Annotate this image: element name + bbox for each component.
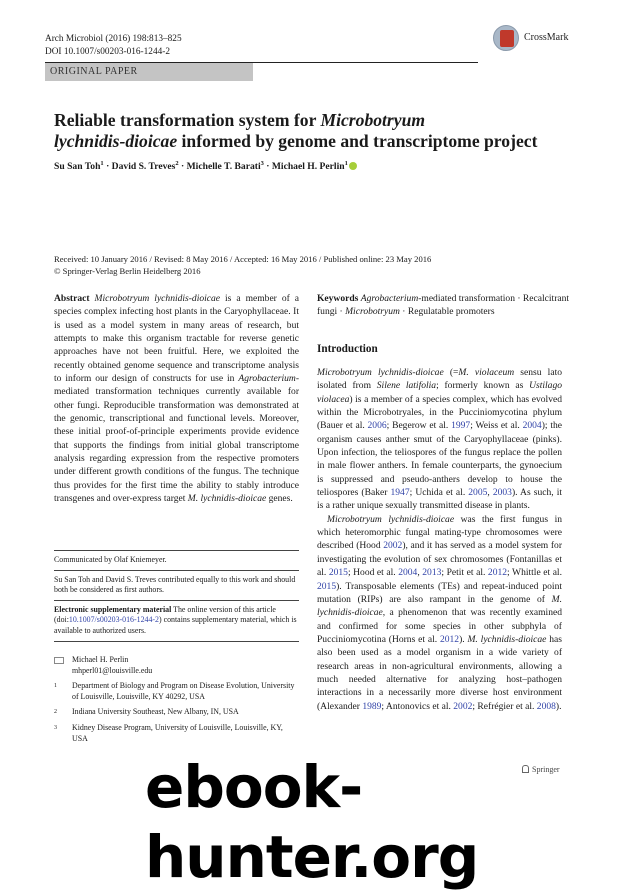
doi-link[interactable]: 10.1007/s00203-016-1244-2 (68, 615, 159, 625)
citation-link[interactable]: 2008 (536, 700, 556, 712)
correspondence (54, 655, 299, 749)
citation-link[interactable]: 1989 (362, 700, 382, 712)
springer-logo: Springer (522, 765, 560, 774)
citation-link[interactable]: 2013 (422, 567, 442, 579)
section-heading: Introduction (317, 343, 378, 355)
article-title (54, 110, 574, 152)
citation-link[interactable]: 2004 (522, 420, 542, 432)
author[interactable]: Michael H. Perlin$^1$ (271, 160, 348, 173)
italic-term: M. lychnidis-dioicae (467, 633, 547, 645)
section-label: ORIGINAL PAPER (45, 63, 253, 81)
watermark: ebook-hunter.org (145, 753, 479, 891)
citation-link[interactable]: 2012 (439, 633, 460, 645)
text-run: ). (555, 700, 562, 712)
text-run: ; Petit et al. (441, 567, 488, 579)
introduction-body (317, 366, 562, 713)
equal-contribution: Su San Toh and David S. Treves contributed equally to this work and should both be considered as first authors. (54, 574, 296, 595)
text-run: was the first fungus in which heteromorphic fungal mating-type chromosomes were described (Hood (317, 513, 562, 552)
author[interactable]: Su San Toh$^1$ (54, 160, 104, 173)
journal-citation: Arch Microbiol (2016) 198:813–825 (45, 34, 182, 44)
text-run: , (417, 567, 423, 579)
italic-term: Microbotryum lychnidis-dioicae (327, 513, 455, 525)
author-separator: · (263, 161, 272, 173)
mail-icon (54, 657, 64, 664)
citation-link[interactable]: 1947 (390, 487, 410, 499)
affiliation: 2 Indiana University Southeast, New Albany, IN, USA (54, 707, 239, 717)
abstract: Abstract Microbotryum lychnidis-dioicae is a member of a species complex infecting host plants in the Caryophyllaceae. It is used as a model system in many areas of research, but attempts to make this organism tractable for reverse genetic approaches have not been fruitful. Here, we exploited the recently obtained genome sequence and transcriptome analysis to inform our design of constructs for use in Agrobacterium-mediated transformation techniques currently available for other fungi. Reproducible transformation was demonstrated at the genomic, transcriptional and functional levels. Moreover, these initial proof-of-principle experiments provide evidence that supports the findings from initial global transcriptome analysis regarding expression from the respective promoters under different growth conditions of the fungus. The technique thus provides for the first time the ability to stably introduce transgenes and over-express target M. lychnidis-dioicae genes. (54, 293, 300, 505)
text-run: ; Refrégier et al. (472, 700, 537, 712)
text-run: , (487, 487, 493, 499)
author-separator: · (178, 161, 187, 173)
citation-link[interactable]: 2005 (468, 487, 488, 499)
affiliation: 1 Department of Biology and Program on Disease Evolution, University of Louisville, Louisville, KY 40292, USA (54, 681, 295, 701)
text-run: ; Hood et al. (347, 567, 399, 579)
footnotes (54, 550, 299, 642)
author[interactable]: Michelle T. Barati$^3$ (186, 160, 264, 173)
italic-term: Silene latifolia (376, 380, 437, 392)
text-run: ) is a member of a species complex, which has evolved within the Microbotryales, in the Pucciniomycotina phylum (Bauer et al. (317, 393, 562, 432)
text-run: ; Begerow et al. (386, 420, 452, 432)
text-run: ; Whittle et al. (507, 567, 562, 579)
text-run: sensu lato isolated from (317, 367, 562, 392)
title-italic: Microbotryum (320, 110, 426, 130)
title-italic: lychnidis-dioicae (54, 131, 178, 151)
crossmark-badge[interactable] (493, 25, 593, 55)
italic-term: Ustilago violacea (317, 380, 562, 405)
text-run: ; Weiss et al. (470, 420, 523, 432)
publication-dates (54, 254, 431, 277)
citation-link[interactable]: 2012 (487, 567, 508, 579)
history-dates: Received: 10 January 2016 / Revised: 8 May 2016 / Accepted: 16 May 2016 / Published online: 23 May 2016 (54, 254, 432, 264)
author[interactable]: David S. Treves$^2$ (111, 160, 179, 173)
text-run: , a phenomenon that was recently examined and confirmed for some species in other subphyla of Pucciniomycotina (Horns et al. (317, 607, 562, 645)
citation-link[interactable]: 1997 (451, 420, 471, 432)
affiliation: 3 Kidney Disease Program, University of Louisville, Louisville, KY, USA (54, 722, 283, 743)
doi: DOI 10.1007/s00203-016-1244-2 (45, 47, 170, 57)
text-run: ); the organism causes anther smut of the Caryophyllaceae (pinks). Upon infection, the teliospores of the fungus replace the pollen in male flower anthers. In female counterparts, the gynoecium is suppressed and pseudo-anthers develop to house the teliospores (Baker (317, 420, 562, 499)
orcid-icon[interactable] (349, 162, 357, 170)
crossmark-label: CrossMark (524, 32, 569, 43)
italic-term: M. lychnidis-dioicae (317, 593, 562, 619)
italic-term: M. violaceum (458, 367, 515, 378)
text-run: ; Antonovics et al. (381, 700, 454, 712)
text-run: (= (443, 367, 459, 378)
paragraph (317, 366, 562, 513)
keywords-label: Keywords (317, 293, 359, 304)
text-run: ; formerly known as (436, 380, 530, 392)
divider (54, 641, 299, 642)
title-text: informed by genome and transcriptome project (177, 131, 538, 151)
esm-note: Electronic supplementary material The online version of this article (doi:10.1007/s00203-016-1244-2) contains supplementary material, which is available to authorized users. (54, 604, 297, 635)
communicated-by: Communicated by Olaf Kniemeyer. (54, 555, 167, 564)
email-link[interactable]: mhperl01@louisville.edu (72, 665, 153, 675)
text-run: ), and it has served as a model system for investigating the evolution of sex chromosomes (Fontanillas et al. (317, 540, 562, 579)
text-run: has also been used as a model organism in a wide variety of research areas in non-agricultural environments, allowing a much needed alternative for analyzing host–pathogen interactions in a necessarily more diverse host environment (Alexander (317, 633, 562, 712)
citation-link[interactable]: 2015 (328, 567, 348, 579)
citation-link[interactable]: 2006 (367, 420, 387, 432)
crossmark-icon (493, 25, 519, 51)
text-run: ; Uchida et al. (409, 487, 469, 499)
citation-link[interactable]: 2015 (317, 580, 337, 592)
text-run: ). Transposable elements (TEs) and repeat-induced point mutation (RIPs) are also rampant in the genome of (317, 580, 562, 605)
italic-term: Microbotryum lychnidis-dioicae (317, 367, 444, 378)
author-separator: · (103, 161, 112, 173)
text-run: ). (459, 633, 468, 645)
title-text: Reliable transformation system for (54, 110, 321, 130)
citation-link[interactable]: 2004 (398, 567, 418, 579)
abstract-label: Abstract (54, 293, 90, 304)
copyright: © Springer-Verlag Berlin Heidelberg 2016 (54, 265, 201, 276)
corresponding-author: Michael H. Perlin (72, 655, 129, 664)
text-run: ). As such, it is a rather unique sexually transmitted disease in plants. (317, 487, 562, 512)
paragraph (317, 513, 562, 713)
keywords: Keywords Agrobacterium-mediated transformation · Recalcitrant fungi · Microbotryum · Regulatable promoters (317, 293, 570, 318)
citation-link[interactable]: 2003 (492, 487, 512, 499)
author-list (54, 160, 357, 172)
journal-header (45, 33, 182, 59)
citation-link[interactable]: 2002 (383, 540, 403, 552)
citation-link[interactable]: 2002 (453, 700, 473, 712)
